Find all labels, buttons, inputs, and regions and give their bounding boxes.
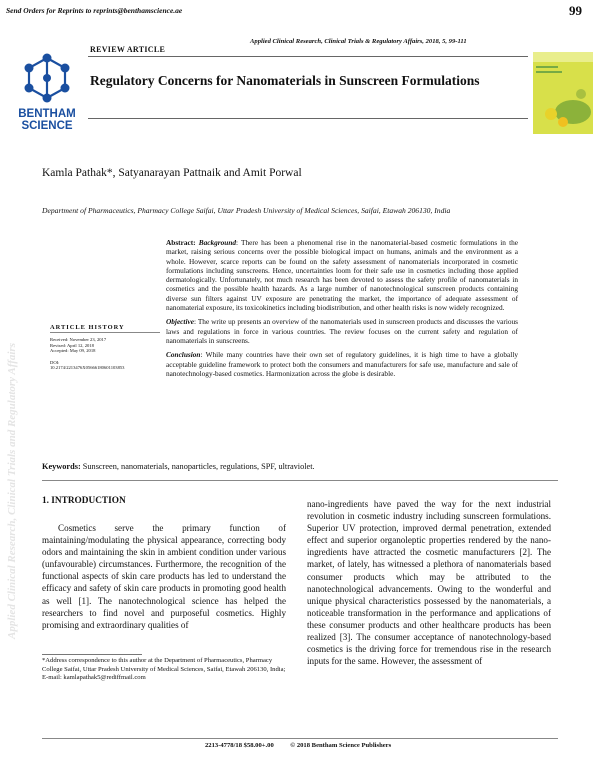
conclusion-label: Conclusion xyxy=(166,350,201,360)
logo-line-2: SCIENCE xyxy=(21,120,73,132)
abstract-background xyxy=(166,238,518,312)
section-heading: 1. INTRODUCTION xyxy=(42,496,126,506)
correspondence-footnote: *Address correspondence to this author at the Department of Pharmaceutics, Pharmacy College Saifai, Uttar Pradesh University of Medical Sciences, Saifai, Etawah 206130, India; E-mail: kamlapathak5@rediffmail.com xyxy=(42,657,286,681)
title-rule-top xyxy=(88,56,528,57)
history-rule xyxy=(50,332,160,333)
received-date: Received: November 23, 2017 xyxy=(50,337,107,342)
side-watermark xyxy=(2,225,16,745)
journal-citation: Applied Clinical Research, Clinical Trials & Regulatory Affairs, 2018, 5, 99-111 xyxy=(250,38,467,45)
intro-column-1: Cosmetics serve the primary function of maintaining/modulating the physical appearance, correcting body odors and maintaining the skin in ambient condition under various (unfavourable) circumstances. Furthermore, the recognition of the functional aspects of skin care products has led to understand the efficacy and safety of skin care products in promoting good health as well [1]. The nanotechnological science has helped the researchers to find novel and purposeful cosmetics. Highly promising and extraordinary qualities of xyxy=(42,523,286,630)
cover-art-icon xyxy=(533,52,593,134)
abstract-conclusion xyxy=(166,350,518,378)
abstract xyxy=(166,238,518,383)
author-list: Kamla Pathak*, Satyanarayan Pattnaik and Amit Porwal xyxy=(42,167,302,179)
objective-text: : The write up presents an overview of the nanomaterials used in sunscreen products and discusses the various laws and regulations in force in various countries. The review focuses on the current safety and regulation of nanomaterials in sunscreens. xyxy=(166,317,518,345)
journal-cover-image xyxy=(533,52,593,134)
affiliation: Department of Pharmaceutics, Pharmacy College Saifai, Uttar Pradesh University of Medical Sciences, Saifai, Etawah 206130, India xyxy=(42,206,451,215)
article-type: REVIEW ARTICLE xyxy=(90,45,166,54)
abstract-label: Abstract: xyxy=(166,238,196,247)
side-watermark-text: Applied Clinical Research, Clinical Trials and Regulatory Affairs xyxy=(6,343,18,640)
background-label: Background xyxy=(198,238,237,247)
abstract-objective xyxy=(166,317,518,345)
article-history xyxy=(50,337,160,371)
conclusion-text: : While many countries have their own set of regulatory guidelines, it is high time to have a globally acceptable guideline framework to protect both the consumers and manufacturers for safe use, manufacture and sale of nanotechnology-based cosmetics. Harmonization across the globe is desirable. xyxy=(166,350,518,378)
accepted-date: Accepted: May 09, 2018 xyxy=(50,348,96,354)
revised-date: Revised: April 12, 2018 xyxy=(50,342,94,348)
copyright-line: 2213-4778/18 $58.00+.00 © 2018 Bentham Science Publishers xyxy=(205,742,392,749)
bentham-logo-icon xyxy=(22,52,72,104)
article-title: Regulatory Concerns for Nanomaterials in Sunscreen Formulations xyxy=(90,73,480,88)
background-text: : There has been a phenomenal rise in the nanomaterial-based cosmetic formulations in the market, raising serious concerns over the possible biological impact on humans, animals and the environment as a whole. However, scarce reports can be found on the safety assessment of nanomaterials incorporated in cosmetic formulations including sunscreens. Hence, uncertainties loom for their safe use in cosmetics including those applied dermatologically. Unfortunately, not much research has been devoted to assess the safety profile of nanomaterials in cosmetics and the possible health hazards. As a large number of nanotechnological sunscreen products containing diverse sun filters against UV exposure are penetrating the market, the importance of adequate assessment of nanomaterial exposure, its toxicokinetics including biodistribution, and other health risks is now widely recognized. xyxy=(166,238,518,313)
bottom-rule xyxy=(42,738,558,739)
reprint-notice: Send Orders for Reprints to reprints@benthamscience.ae xyxy=(6,6,183,15)
keywords xyxy=(42,462,315,471)
page-number: 99 xyxy=(569,3,582,18)
logo-line-1: BENTHAM xyxy=(18,108,76,120)
article-history-title: ARTICLE HISTORY xyxy=(50,324,125,331)
bentham-logo-text xyxy=(5,108,89,132)
keywords-rule xyxy=(42,480,558,481)
doi-label: DOI: xyxy=(50,359,60,365)
intro-column-2: nano-ingredients have paved the way for the next industrial revolution in cosmetic industry including sunscreen formulations. Superior UV protection, improved dermal penetration, extended effect and superior organoleptic properties rendered by the nano-ingredients have attracted the cosmetic manufacturers [2]. The market, of lately, has witnessed a plethora of nanomaterials based consumer products which may be attributed to the nanotechnological advancements. Owing to the wonderful and unique physical characteristics possessed by the nanomaterials, a noticeable transformation in the performance and applications of these consumer products and other healthcare products has been realized [3]. The consumer acceptance of nanotechnology-based cosmetics is the driving force for tremendous rise in the research inputs for the same. However, the assessment of xyxy=(307,499,551,667)
doi-link[interactable]: 10.2174/2213476X05666180601103853 xyxy=(50,365,125,371)
keywords-text: Sunscreen, nanomaterials, nanoparticles, regulations, SPF, ultraviolet. xyxy=(80,462,315,471)
objective-label: Objective xyxy=(166,317,194,327)
footnote-rule xyxy=(42,654,142,655)
title-rule-bottom xyxy=(88,118,528,119)
keywords-label: Keywords: xyxy=(42,462,81,471)
